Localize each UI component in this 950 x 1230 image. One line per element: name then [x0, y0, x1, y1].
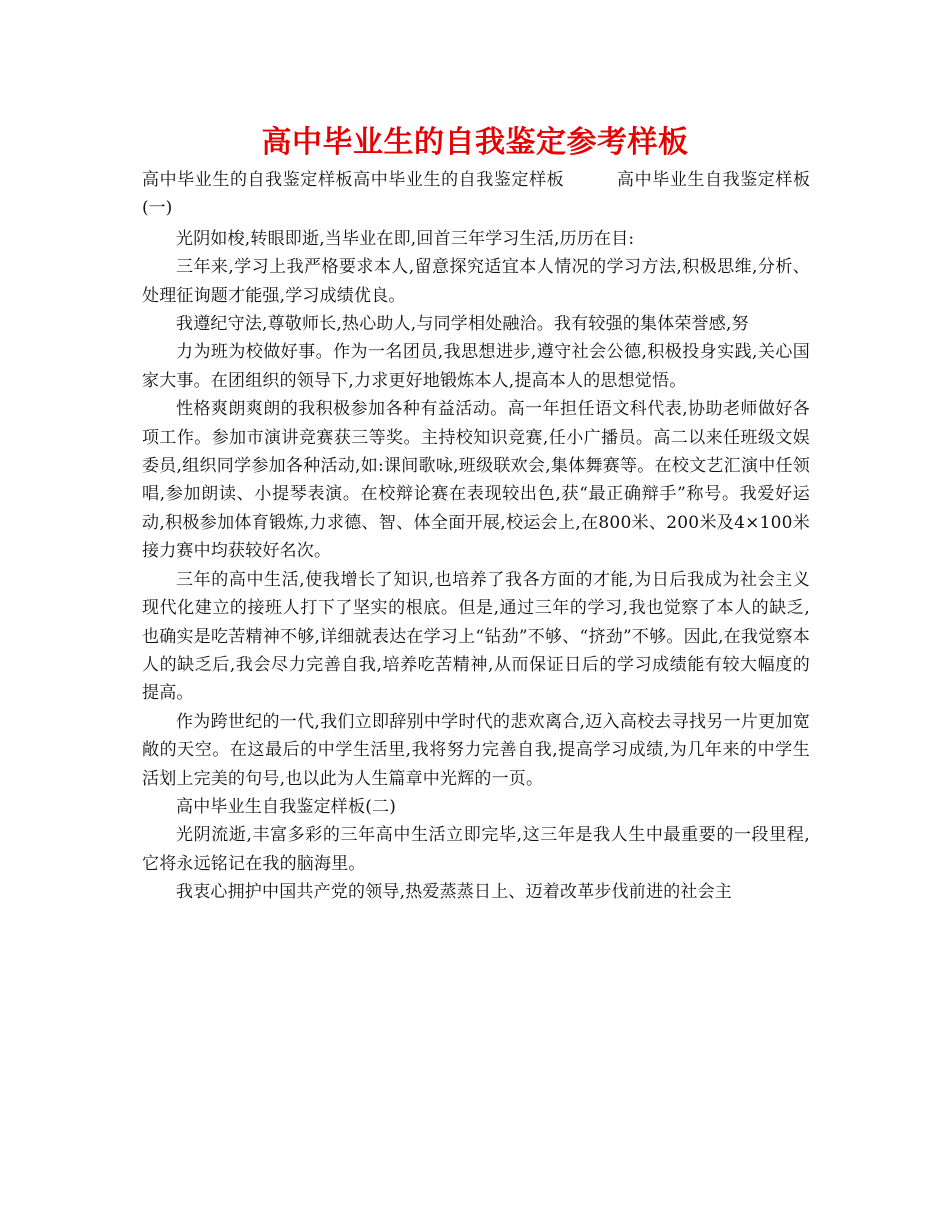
paragraph: 三年来,学习上我严格要求本人,留意探究适宜本人情况的学习方法,积极思维,分析、处理征询题才能强,学习成绩优良。 — [142, 257, 810, 306]
section-heading: 高中毕业生自我鉴定样板(二) — [176, 796, 397, 817]
paragraph: 我遵纪守法,尊敬师长,热心助人,与同学相处融洽。我有较强的集体荣誉感,努 — [176, 314, 749, 335]
document-title: 高中毕业生的自我鉴定参考样板 — [261, 125, 689, 160]
paragraph: 三年的高中生活,使我增长了知识,也培养了我各方面的才能,为日后我成为社会主义现代化建立的接班人打下了坚实的根底。但是,通过三年的学习,我也觉察了本人的缺乏,也确实是吃苦精神不够,详细就表达在学习上“钻劲”不够、“挤劲”不够。因此,在我觉察本人的缺乏后,我会尽力完善自我,培养吃苦精神,从而保证日后的学习成绩能有较大幅度的提高。 — [142, 569, 810, 704]
paragraph: 光阴流逝,丰富多彩的三年高中生活立即完毕,这三年是我人生中最重要的一段里程,它将永远铭记在我的脑海里。 — [142, 825, 810, 874]
paragraph: 作为跨世纪的一代,我们立即辞别中学时代的悲欢离合,迈入高校去寻找另一片更加宽敞的天空。在这最后的中学生活里,我将努力完善自我,提高学习成绩,为几年来的中学生活划上完美的句号,也以此为人生篇章中光辉的一页。 — [142, 711, 810, 789]
document-subtitle: 高中毕业生的自我鉴定样板高中毕业生的自我鉴定样板 高中毕业生自我鉴定样板(一) — [142, 170, 810, 219]
document-body — [142, 166, 810, 907]
paragraph: 我衷心拥护中国共产党的领导,热爱蒸蒸日上、迈着改革步伐前进的社会主 — [176, 882, 733, 903]
paragraph: 性格爽朗爽朗的我积极参加各种有益活动。高一年担任语文科代表,协助老师做好各项工作。参加市演讲竞赛获三等奖。主持校知识竞赛,任小广播员。高二以来任班级文娱委员,组织同学参加各种活动,如:课间歌咏,班级联欢会,集体舞赛等。在校文艺汇演中任领唱,参加朗读、小提琴表演。在校辩论赛在表现较出色,获“最正确辩手”称号。我爱好运动,积极参加体育锻炼,力求德、智、体全面开展,校运会上,在800米、200米及4×100米接力赛中均获较好名次。 — [142, 399, 810, 562]
paragraph: 力为班为校做好事。作为一名团员,我思想进步,遵守社会公德,积极投身实践,关心国家大事。在团组织的领导下,力求更好地锻炼本人,提高本人的思想觉悟。 — [142, 342, 810, 391]
paragraph: 光阴如梭,转眼即逝,当毕业在即,回首三年学习生活,历历在目: — [176, 228, 635, 249]
